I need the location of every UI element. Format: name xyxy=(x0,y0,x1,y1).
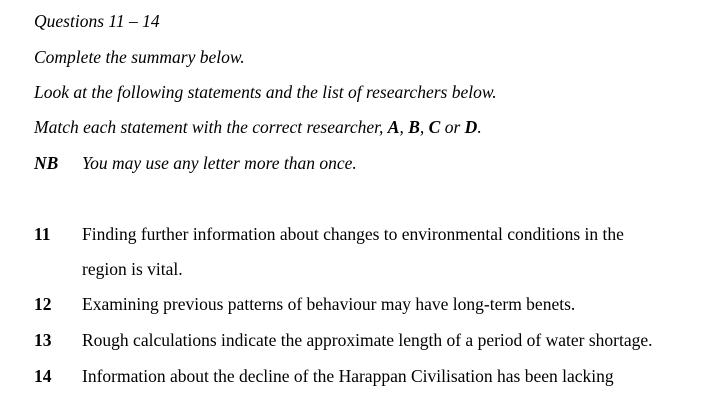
instruction-complete-summary: Complete the summary below. xyxy=(34,47,245,67)
separator: , xyxy=(399,117,409,137)
letter-d: D xyxy=(464,117,478,137)
separator: , xyxy=(419,117,429,137)
question-text-13: Rough calculations indicate the approximate length of a period of water shortage. xyxy=(82,330,653,350)
nb-text: You may use any letter more than once. xyxy=(82,153,357,173)
question-number-13: 13 xyxy=(34,330,52,350)
question-number-11: 11 xyxy=(34,224,51,244)
questions-title: Questions 11 – 14 xyxy=(34,11,160,31)
nb-label: NB xyxy=(34,153,59,173)
question-text-12: Examining previous patterns of behaviour may have long-term benets. xyxy=(82,294,576,314)
period: . xyxy=(477,117,482,137)
question-text-11-line1: Finding further information about changes to environmental conditions in the xyxy=(82,224,624,244)
instruction-look-at-statements: Look at the following statements and the list of researchers below. xyxy=(34,82,497,102)
letter-b: B xyxy=(408,117,420,137)
question-text-11-line2: region is vital. xyxy=(82,259,183,279)
instruction-match-statement xyxy=(34,117,482,137)
match-instruction-text: Match each statement with the correct researcher, xyxy=(34,117,388,137)
question-text-14: Information about the decline of the Harappan Civilisation has been lacking xyxy=(82,366,614,386)
letter-a: A xyxy=(387,117,400,137)
question-number-12: 12 xyxy=(34,294,52,314)
question-number-14: 14 xyxy=(34,366,52,386)
letter-c: C xyxy=(428,117,441,137)
or-text: or xyxy=(440,117,465,137)
